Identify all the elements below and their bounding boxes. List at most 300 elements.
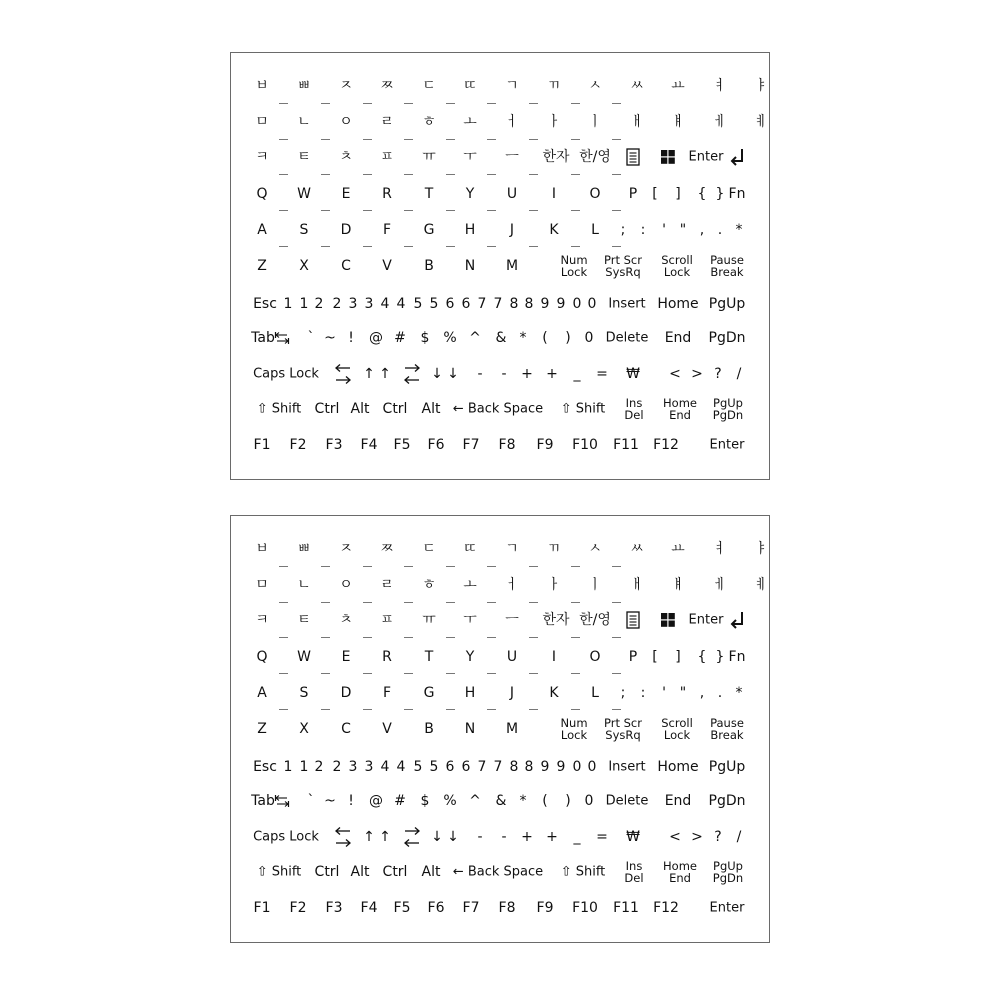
key-sym: ㅓ	[505, 577, 519, 593]
key-ctrl: Ctrl	[314, 401, 340, 417]
key-sym: )	[565, 793, 571, 809]
cut-mark	[446, 174, 455, 175]
key-f10: F10	[572, 900, 598, 916]
menu-icon	[626, 611, 640, 629]
key-line: Scroll	[661, 253, 693, 267]
key-line: Num	[560, 716, 588, 730]
cut-mark	[529, 566, 538, 567]
key-tab-icon	[274, 330, 290, 346]
cut-mark	[321, 602, 330, 603]
key-d: D	[340, 222, 352, 238]
key-line: End	[669, 871, 691, 885]
key-pgup: PgUp	[708, 759, 746, 775]
cut-mark	[612, 174, 621, 175]
key-back-space: ← Back Space	[452, 401, 544, 417]
key-alt: Alt	[350, 864, 370, 880]
key-3: 3	[348, 759, 358, 775]
cut-mark	[571, 566, 580, 567]
cut-mark	[571, 210, 580, 211]
key-9: 9	[540, 759, 550, 775]
key-pause-break	[710, 717, 744, 741]
key-sym: ㅌ	[297, 612, 311, 628]
cut-mark	[321, 210, 330, 211]
key-pgup-pgdn	[713, 397, 743, 421]
key-ctrl: Ctrl	[314, 864, 340, 880]
key-tab: Tab	[251, 330, 275, 346]
key-sym: ㄲ	[547, 541, 561, 557]
cut-mark	[529, 709, 538, 710]
key-h: H	[464, 222, 476, 238]
key-sym: ^	[469, 330, 481, 346]
cut-mark	[404, 673, 413, 674]
key-sym: ㅈ	[339, 78, 353, 94]
key-pgup: PgUp	[708, 296, 746, 312]
key-sym: ㅔ	[713, 577, 727, 593]
cut-mark	[404, 602, 413, 603]
key-3: 3	[348, 296, 358, 312]
key-sym: ㄷ	[422, 78, 436, 94]
key-sym: ㅜ	[463, 149, 477, 165]
key-line: Ins	[625, 396, 643, 410]
key-sym: '	[662, 222, 666, 238]
key-sym: +	[521, 366, 533, 382]
key-sym: ]	[675, 649, 681, 665]
key-g: G	[423, 222, 435, 238]
cut-mark	[404, 246, 413, 247]
cut-mark	[487, 709, 496, 710]
cut-mark	[446, 103, 455, 104]
key-sym: ㅂ	[255, 541, 269, 557]
cut-mark	[363, 673, 372, 674]
key-sym: }	[715, 649, 725, 665]
key-sym: [	[652, 186, 658, 202]
key-sym: )	[565, 330, 571, 346]
cut-mark	[363, 602, 372, 603]
key-0: 0	[584, 330, 594, 346]
key-shift: ⇧ Shift	[256, 401, 302, 417]
key-tab-icon	[274, 793, 290, 809]
key-sym: ㄱ	[505, 78, 519, 94]
cut-mark	[279, 566, 288, 567]
key-h: H	[464, 685, 476, 701]
key-sym: !	[348, 330, 354, 346]
cut-mark	[404, 566, 413, 567]
key-sym: ↓	[431, 829, 443, 845]
tab-icon	[274, 793, 290, 809]
key-sym: ㅐ	[630, 114, 644, 130]
key-sym: ㅔ	[713, 114, 727, 130]
key-home-end	[663, 397, 697, 421]
key-e: E	[341, 186, 351, 202]
cut-mark	[363, 139, 372, 140]
key-sym: -	[501, 829, 507, 845]
key-f7: F7	[462, 900, 480, 916]
key-sym: ㄴ	[297, 114, 311, 130]
key-sym: ㅡ	[505, 612, 519, 628]
key-line: Lock	[560, 265, 588, 279]
cut-mark	[446, 210, 455, 211]
key-sym: ,	[699, 685, 705, 701]
windows-icon	[660, 149, 676, 165]
key-7: 7	[477, 296, 487, 312]
cut-mark	[279, 709, 288, 710]
cut-mark	[321, 139, 330, 140]
key-u: U	[506, 649, 518, 665]
key-0: 0	[587, 296, 597, 312]
key-sym: -	[501, 366, 507, 382]
key-2: 2	[332, 296, 342, 312]
cut-mark	[487, 673, 496, 674]
menu-icon	[626, 148, 640, 166]
key-sym: +	[521, 829, 533, 845]
key-7: 7	[493, 296, 503, 312]
cut-mark	[404, 637, 413, 638]
key-q: Q	[256, 649, 268, 665]
cut-mark	[529, 602, 538, 603]
key-delete: Delete	[605, 330, 649, 346]
key-alt: Alt	[421, 401, 441, 417]
key-f11: F11	[613, 900, 639, 916]
key-sym: ~	[324, 330, 336, 346]
key-sym: *	[519, 793, 527, 809]
key-sym: ㅇ	[339, 114, 353, 130]
cut-mark	[321, 103, 330, 104]
cut-mark	[612, 637, 621, 638]
cut-mark	[612, 673, 621, 674]
key-sym: ㅛ	[671, 78, 685, 94]
key-caps-lock: Caps Lock	[253, 829, 319, 845]
cut-mark	[571, 602, 580, 603]
key-line: Break	[710, 728, 744, 742]
key-sym: ;	[620, 222, 626, 238]
cut-mark	[612, 566, 621, 567]
key-c: C	[341, 258, 351, 274]
key-f: F	[382, 685, 392, 701]
key-line: Lock	[663, 728, 691, 742]
key-line: Del	[624, 408, 644, 422]
key-enter-arrow-icon	[729, 148, 745, 166]
key-delete: Delete	[605, 793, 649, 809]
key-sym: -	[477, 366, 483, 382]
key-0: 0	[584, 793, 594, 809]
key-pgdn: PgDn	[708, 793, 746, 809]
key-1: 1	[299, 759, 309, 775]
key-sym: ㅁ	[255, 114, 269, 130]
key-4: 4	[380, 759, 390, 775]
key-f8: F8	[498, 437, 516, 453]
key-f3: F3	[325, 437, 343, 453]
cut-mark	[487, 637, 496, 638]
key-k: K	[549, 222, 559, 238]
cut-mark	[487, 103, 496, 104]
key-ctrl: Ctrl	[382, 401, 408, 417]
key-enter: Enter	[709, 437, 745, 453]
cut-mark	[321, 673, 330, 674]
key-sym: '	[662, 685, 666, 701]
key-sym: ㄹ	[380, 577, 394, 593]
key-1: 1	[283, 759, 293, 775]
key-sym: !	[348, 793, 354, 809]
key-9: 9	[540, 296, 550, 312]
key-esc: Esc	[253, 759, 277, 775]
key-z: Z	[257, 721, 267, 737]
key-pause-break	[710, 254, 744, 278]
key-line: Ins	[625, 859, 643, 873]
key-sym: ㅎ	[422, 577, 436, 593]
key-6: 6	[445, 759, 455, 775]
key-y: Y	[465, 186, 475, 202]
key-sym: ㅖ	[754, 577, 768, 593]
key-sym: ↓	[447, 366, 459, 382]
key-line: End	[669, 408, 691, 422]
tab-icon	[274, 330, 290, 346]
cut-mark	[529, 103, 538, 104]
cut-mark	[612, 602, 621, 603]
key-line: Scroll	[661, 716, 693, 730]
cut-mark	[279, 637, 288, 638]
key-sym: ㅜ	[463, 612, 477, 628]
key-sym: }	[715, 186, 725, 202]
cut-mark	[446, 673, 455, 674]
key-sym: #	[394, 793, 406, 809]
key-left-right-arrows-icon	[334, 362, 352, 386]
key-f1: F1	[253, 900, 271, 916]
key-b: B	[424, 721, 434, 737]
key-line: Lock	[560, 728, 588, 742]
key-sym: ㅠ	[422, 149, 436, 165]
key-sym: ㅆ	[630, 78, 644, 94]
key-fn: Fn	[728, 649, 746, 665]
key-sym: ㅑ	[754, 78, 768, 94]
key-n: N	[464, 258, 476, 274]
key-j: J	[509, 685, 515, 701]
key-menu-icon	[626, 611, 640, 629]
key-a: A	[257, 685, 267, 701]
key-한자: 한자	[542, 149, 570, 165]
key-f6: F6	[427, 900, 445, 916]
cut-mark	[571, 637, 580, 638]
cut-mark	[279, 174, 288, 175]
key-f7: F7	[462, 437, 480, 453]
key-6: 6	[461, 759, 471, 775]
key-sym: &	[495, 793, 507, 809]
key-s: S	[299, 222, 309, 238]
key-f8: F8	[498, 900, 516, 916]
key-sym: ㅛ	[671, 541, 685, 557]
key-f9: F9	[536, 900, 554, 916]
key-f5: F5	[393, 437, 411, 453]
key-f2: F2	[289, 900, 307, 916]
key-f1: F1	[253, 437, 271, 453]
key-sym: ㅉ	[380, 78, 394, 94]
key-sym: ㄸ	[463, 541, 477, 557]
key-l: L	[591, 222, 599, 238]
key-0: 0	[587, 759, 597, 775]
cut-mark	[487, 566, 496, 567]
key-sym: ㄲ	[547, 78, 561, 94]
key-v: V	[382, 721, 392, 737]
key-sym: ㅣ	[588, 577, 602, 593]
key-line: Pause	[710, 716, 744, 730]
key-sym: ↑	[363, 366, 375, 382]
key-sym: ㅖ	[754, 114, 768, 130]
key-f: F	[382, 222, 392, 238]
key-sym: +	[546, 366, 558, 382]
cut-mark	[571, 103, 580, 104]
cut-mark	[363, 637, 372, 638]
key-5: 5	[429, 759, 439, 775]
key-menu-icon	[626, 148, 640, 166]
key-sym: ㅈ	[339, 541, 353, 557]
key-enter-arrow-icon	[729, 611, 745, 629]
key-sym: ₩	[626, 366, 640, 382]
key-y: Y	[465, 649, 475, 665]
key-8: 8	[524, 296, 534, 312]
key-sym: ㅆ	[630, 541, 644, 557]
key-sym: &	[495, 330, 507, 346]
key-n: N	[464, 721, 476, 737]
key-f12: F12	[653, 437, 679, 453]
key-sym: ㅕ	[713, 541, 727, 557]
cut-mark	[487, 139, 496, 140]
cut-mark	[529, 210, 538, 211]
key-sym: ;	[620, 685, 626, 701]
key-ins-del	[624, 397, 643, 421]
key-sym: (	[542, 793, 548, 809]
key-i: I	[551, 186, 557, 202]
cut-mark	[446, 637, 455, 638]
key-f9: F9	[536, 437, 554, 453]
key-sym: :	[640, 222, 646, 238]
key-back-space: ← Back Space	[452, 864, 544, 880]
key-sym: ↑	[363, 829, 375, 845]
key-1: 1	[283, 296, 293, 312]
key-한-영: 한/영	[579, 612, 611, 628]
key-line: Prt Scr	[604, 253, 642, 267]
key-left-right-arrows-icon	[334, 825, 352, 849]
key-8: 8	[509, 296, 519, 312]
key-sym: *	[519, 330, 527, 346]
cut-mark	[529, 139, 538, 140]
key-pgup-pgdn	[713, 860, 743, 884]
key-scroll-lock	[661, 254, 693, 278]
key-sym: :	[640, 685, 646, 701]
cut-mark	[404, 139, 413, 140]
key-sym: ㅗ	[463, 114, 477, 130]
key-f6: F6	[427, 437, 445, 453]
key-sym: ㅉ	[380, 541, 394, 557]
key-m: M	[505, 721, 519, 737]
key-sym: ㄷ	[422, 541, 436, 557]
key-line: SysRq	[605, 265, 641, 279]
key-f4: F4	[360, 900, 378, 916]
cut-mark	[571, 709, 580, 710]
cut-mark	[446, 139, 455, 140]
key-line: PgUp	[713, 859, 743, 873]
key-q: Q	[256, 186, 268, 202]
key-sym: =	[596, 829, 608, 845]
key-sym: ,	[699, 222, 705, 238]
key-3: 3	[364, 296, 374, 312]
key-2: 2	[314, 759, 324, 775]
key-sym: @	[369, 793, 383, 809]
key-home-end	[663, 860, 697, 884]
key-o: O	[589, 186, 601, 202]
key-sym: .	[717, 222, 723, 238]
key-3: 3	[364, 759, 374, 775]
key-sym: ㄴ	[297, 577, 311, 593]
cut-mark	[571, 139, 580, 140]
key-x: X	[299, 258, 309, 274]
cut-mark	[446, 602, 455, 603]
key-line: Del	[624, 871, 644, 885]
key-prt-scr-sysrq	[604, 254, 642, 278]
key-sym: @	[369, 330, 383, 346]
key-2: 2	[314, 296, 324, 312]
key-9: 9	[556, 759, 566, 775]
key-sym: $	[420, 330, 430, 346]
cut-mark	[404, 174, 413, 175]
key-caps-lock: Caps Lock	[253, 366, 319, 382]
key-a: A	[257, 222, 267, 238]
key-home: Home	[657, 296, 699, 312]
left-right-arrows-icon	[334, 362, 352, 386]
key-shift: ⇧ Shift	[560, 401, 606, 417]
key-p: P	[628, 649, 638, 665]
cut-mark	[321, 709, 330, 710]
cut-mark	[487, 246, 496, 247]
key-sym: ㅃ	[297, 541, 311, 557]
key-i: I	[551, 649, 557, 665]
key-sym: ㅁ	[255, 577, 269, 593]
cut-mark	[363, 174, 372, 175]
key-sym: /	[736, 366, 742, 382]
key-sym: `	[307, 793, 315, 809]
key-sym: ㅏ	[547, 577, 561, 593]
key-sym: `	[307, 330, 315, 346]
key-f10: F10	[572, 437, 598, 453]
key-shift: ⇧ Shift	[256, 864, 302, 880]
cut-mark	[404, 210, 413, 211]
key-enter: Enter	[688, 149, 724, 165]
key-7: 7	[477, 759, 487, 775]
key-insert: Insert	[608, 296, 646, 312]
cut-mark	[321, 174, 330, 175]
key-windows-icon	[660, 149, 676, 165]
key-0: 0	[572, 759, 582, 775]
cut-mark	[487, 210, 496, 211]
key-line: Break	[710, 265, 744, 279]
key-4: 4	[380, 296, 390, 312]
key-sym: ㄹ	[380, 114, 394, 130]
key-2: 2	[332, 759, 342, 775]
key-g: G	[423, 685, 435, 701]
key-line: Home	[663, 859, 697, 873]
cut-mark	[571, 174, 580, 175]
key-line: PgDn	[712, 871, 744, 885]
key-sym: ㅏ	[547, 114, 561, 130]
key-sym: %	[443, 330, 457, 346]
key-r: R	[382, 649, 392, 665]
windows-icon	[660, 612, 676, 628]
key-f2: F2	[289, 437, 307, 453]
key-sym: *	[735, 222, 743, 238]
key-end: End	[664, 793, 692, 809]
key-windows-icon	[660, 612, 676, 628]
key-z: Z	[257, 258, 267, 274]
key-x: X	[299, 721, 309, 737]
key-sym: (	[542, 330, 548, 346]
